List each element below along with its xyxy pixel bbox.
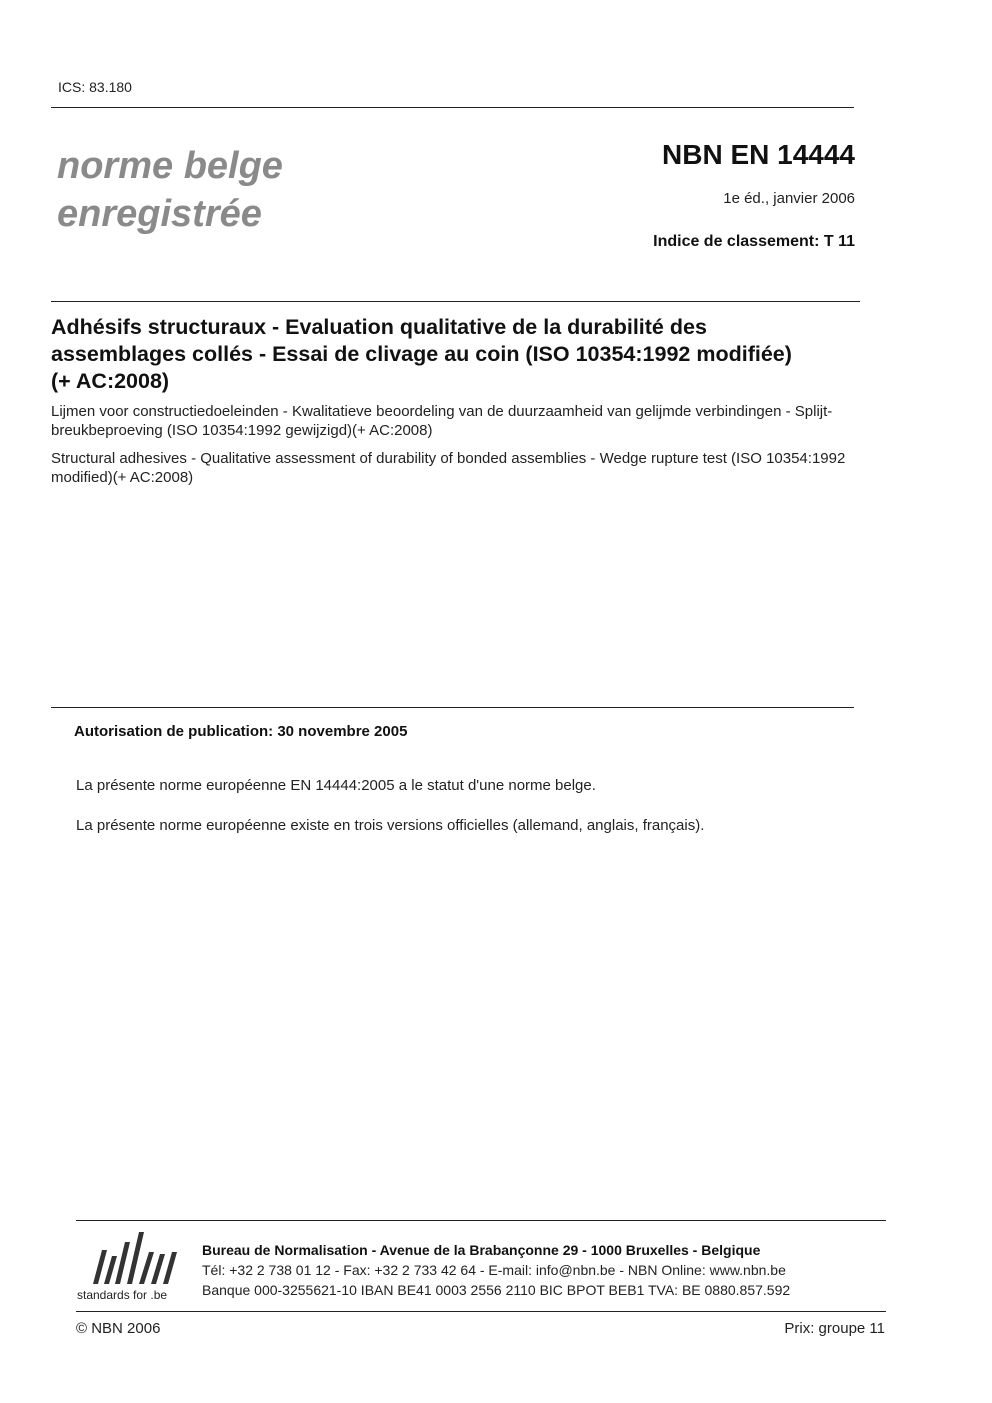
- title-dutch: Lijmen voor constructiedoeleinden - Kwalitatieve beoordeling van de duurzaamheid van gelijmde verbindingen - Splijt-breukbeproeving (ISO 10354:1992 gewijzigd)(+ AC:2008): [51, 403, 833, 439]
- footer-bank: Banque 000-3255621-10 IBAN BE41 0003 2556 2110 BIC BPOT BEB1 TVA: BE 0880.857.592: [202, 1282, 791, 1298]
- copyright: © NBN 2006: [76, 1320, 161, 1337]
- classification-index: Indice de classement: T 11: [653, 233, 855, 250]
- norme-line-1: norme belge: [57, 145, 283, 187]
- ics-code: ICS: 83.180: [58, 79, 132, 95]
- versions-paragraph: La présente norme européenne existe en trois versions officielles (allemand, anglais, français).: [76, 817, 705, 834]
- norme-label: [57, 142, 283, 238]
- price-group: Prix: groupe 11: [784, 1320, 885, 1337]
- body-rule: [51, 707, 854, 708]
- footer-rule: [76, 1220, 886, 1221]
- header-rule: [51, 107, 854, 108]
- footer-contact: Tél: +32 2 738 01 12 - Fax: +32 2 733 42 64 - E-mail: info@nbn.be - NBN Online: www.nbn.be: [202, 1262, 786, 1278]
- nbn-logo: [77, 1228, 187, 1306]
- nbn-logo-mark: [77, 1228, 187, 1286]
- logo-tagline: standards for .be: [77, 1288, 168, 1302]
- footer-address: Bureau de Normalisation - Avenue de la Brabançonne 29 - 1000 Bruxelles - Belgique: [202, 1242, 761, 1258]
- publication-authorisation: Autorisation de publication: 30 novembre 2005: [74, 723, 408, 740]
- title-english: Structural adhesives - Qualitative assessment of durability of bonded assemblies - Wedge rupture test (ISO 10354:1992 modified)(+ AC:2008): [51, 450, 846, 486]
- footer-bottom-rule: [76, 1311, 886, 1312]
- norme-line-2: enregistrée: [57, 193, 262, 235]
- edition-date: 1e éd., janvier 2006: [723, 190, 855, 207]
- status-paragraph: La présente norme européenne EN 14444:2005 a le statut d'une norme belge.: [76, 777, 596, 794]
- title-french: Adhésifs structuraux - Evaluation qualitative de la durabilité des assemblages collés - Essai de clivage au coin (ISO 10354:1992 modifiée)(+ AC:2008): [51, 315, 792, 393]
- title-rule: [51, 301, 860, 302]
- standard-reference: NBN EN 14444: [662, 139, 855, 170]
